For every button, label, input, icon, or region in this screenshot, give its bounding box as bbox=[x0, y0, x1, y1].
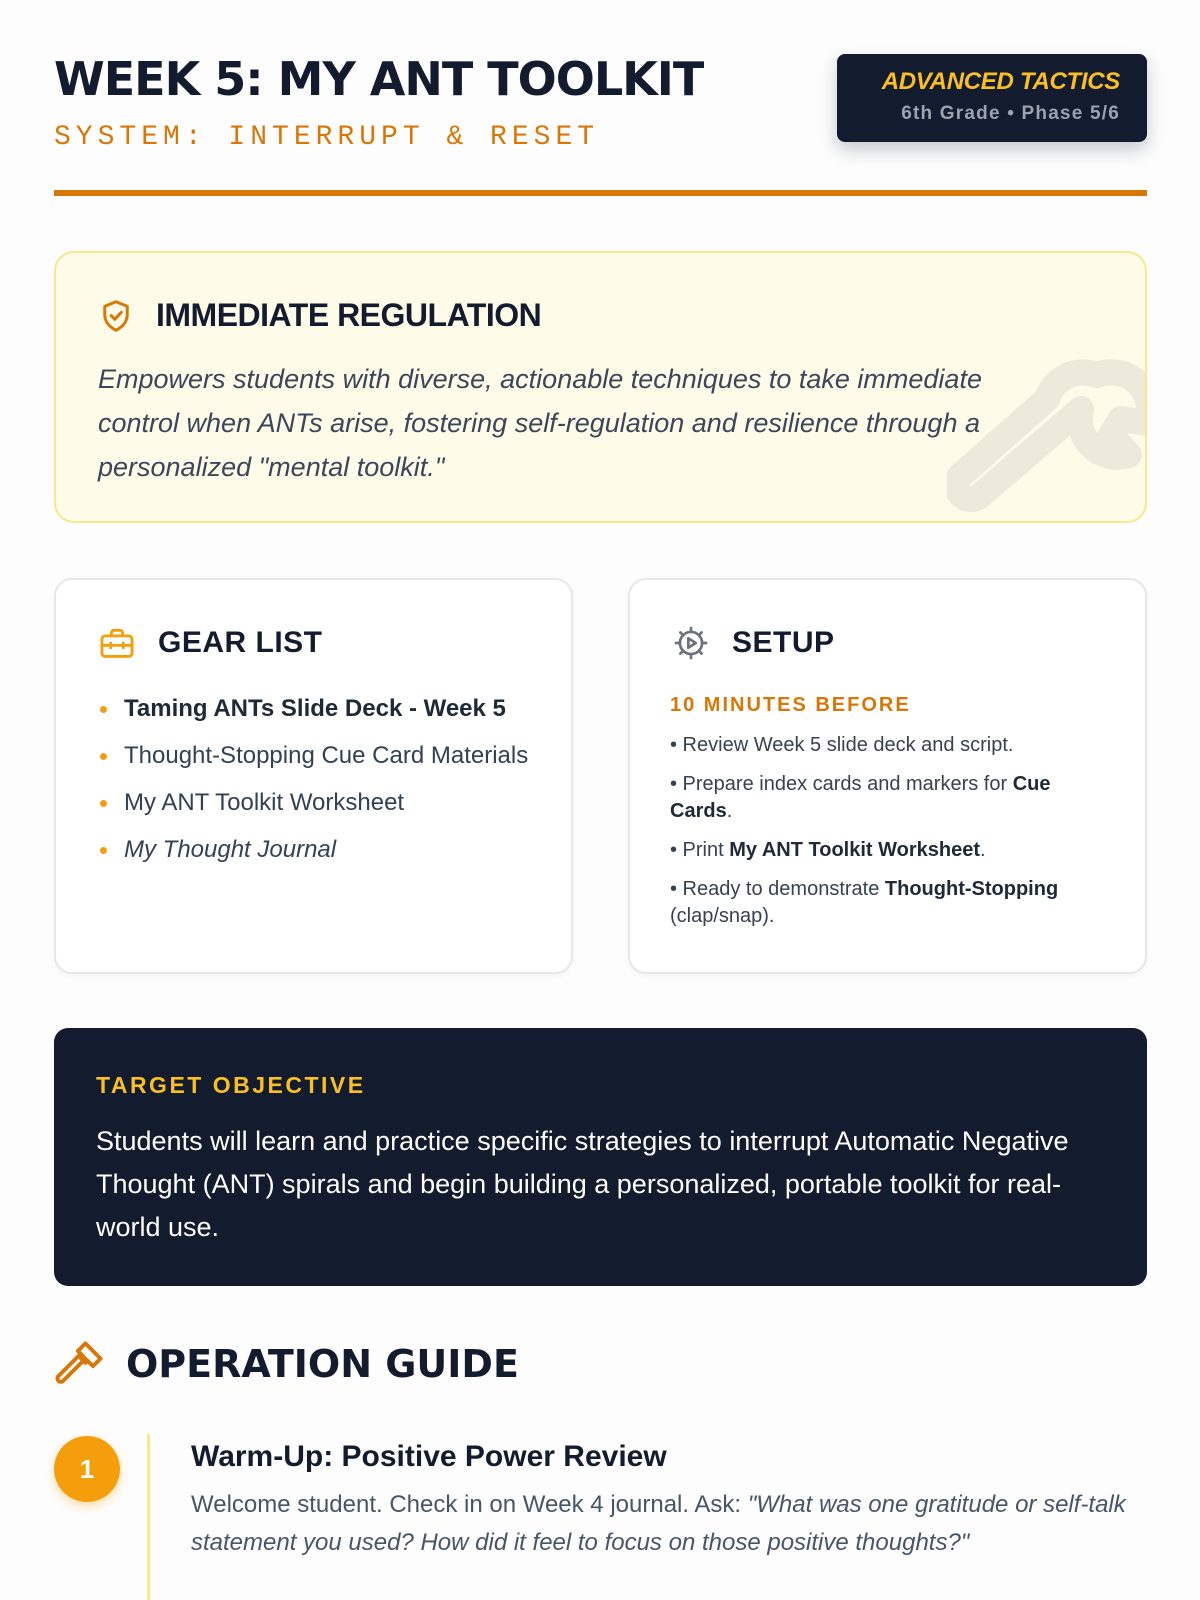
step-title: Warm-Up: Positive Power Review bbox=[191, 1440, 667, 1473]
step-description bbox=[191, 1486, 1131, 1562]
setup-timing-label: 10 MINUTES BEFORE bbox=[670, 694, 911, 716]
setup-item-bold: My ANT Toolkit Worksheet bbox=[729, 839, 981, 861]
setup-item-bold: Thought-Stopping bbox=[884, 878, 1059, 900]
setup-card bbox=[628, 578, 1147, 974]
page-title: WEEK 5: MY ANT TOOLKIT bbox=[54, 52, 704, 106]
regulation-text: Empowers students with diverse, actionable techniques to take immediate control when ANTs arise, fostering self-regulation and resilience through a personalized "mental toolkit." bbox=[98, 364, 982, 482]
step-timeline bbox=[147, 1434, 150, 1600]
gear-list-header bbox=[98, 624, 323, 662]
setup-item bbox=[670, 771, 1110, 825]
gear-play-icon bbox=[672, 624, 710, 662]
gear-item-slide-deck: Taming ANTs Slide Deck - Week 5 bbox=[98, 692, 538, 725]
setup-title: SETUP bbox=[732, 626, 835, 659]
page-subtitle: SYSTEM: INTERRUPT & RESET bbox=[54, 122, 600, 153]
regulation-title: IMMEDIATE REGULATION bbox=[156, 297, 542, 333]
setup-item-text: (clap/snap). bbox=[670, 905, 775, 927]
gear-list-title: GEAR LIST bbox=[158, 626, 323, 659]
shield-check-icon bbox=[98, 298, 134, 334]
objective-text: Students will learn and practice specific strategies to interrupt Automatic Negative Thought (ANT) spirals and begin building a personalized, portable toolkit for real-world use. bbox=[96, 1126, 1069, 1242]
step-number: 1 bbox=[54, 1436, 120, 1502]
gear-list-card bbox=[54, 578, 573, 974]
hammer-icon bbox=[54, 1338, 106, 1390]
setup-item bbox=[670, 837, 1110, 864]
setup-item-text: • Ready to demonstrate bbox=[670, 878, 885, 900]
setup-item bbox=[670, 876, 1110, 930]
gear-item-worksheet: My ANT Toolkit Worksheet bbox=[98, 786, 538, 819]
gear-list bbox=[98, 692, 538, 880]
toolbox-icon bbox=[98, 624, 136, 662]
setup-item-text: . bbox=[980, 839, 986, 861]
setup-item bbox=[670, 732, 1110, 759]
gear-item-journal: My Thought Journal bbox=[98, 833, 538, 866]
step-quote: "What was one gratitude or self-talk statement you used? How did it feel to focus on those positive thoughts?" bbox=[191, 1491, 1126, 1556]
step-intro: Welcome student. Check in on Week 4 journal. Ask: bbox=[191, 1491, 748, 1518]
page-header bbox=[54, 52, 1147, 202]
target-objective-panel bbox=[54, 1028, 1147, 1286]
setup-item-bold: Cue Cards bbox=[670, 773, 1051, 822]
setup-item-text: • Review Week 5 slide deck and script. bbox=[670, 734, 1014, 756]
regulation-card bbox=[54, 251, 1147, 523]
setup-header bbox=[672, 624, 835, 662]
setup-list bbox=[670, 732, 1110, 942]
gear-item-cue-card: Thought-Stopping Cue Card Materials bbox=[98, 739, 538, 772]
setup-item-text: . bbox=[726, 800, 733, 822]
objective-label: TARGET OBJECTIVE bbox=[96, 1072, 366, 1098]
phase-badge bbox=[837, 54, 1147, 142]
operation-guide-title: OPERATION GUIDE bbox=[126, 1342, 519, 1386]
regulation-header bbox=[98, 297, 541, 334]
setup-item-text: • Print bbox=[670, 839, 730, 861]
badge-subtitle: 6th Grade • Phase 5/6 bbox=[901, 103, 1120, 124]
badge-title: ADVANCED TACTICS bbox=[881, 68, 1120, 95]
header-divider bbox=[54, 190, 1147, 196]
setup-item-text: • Prepare index cards and markers for bbox=[670, 773, 1013, 795]
operation-guide-header bbox=[54, 1338, 519, 1390]
